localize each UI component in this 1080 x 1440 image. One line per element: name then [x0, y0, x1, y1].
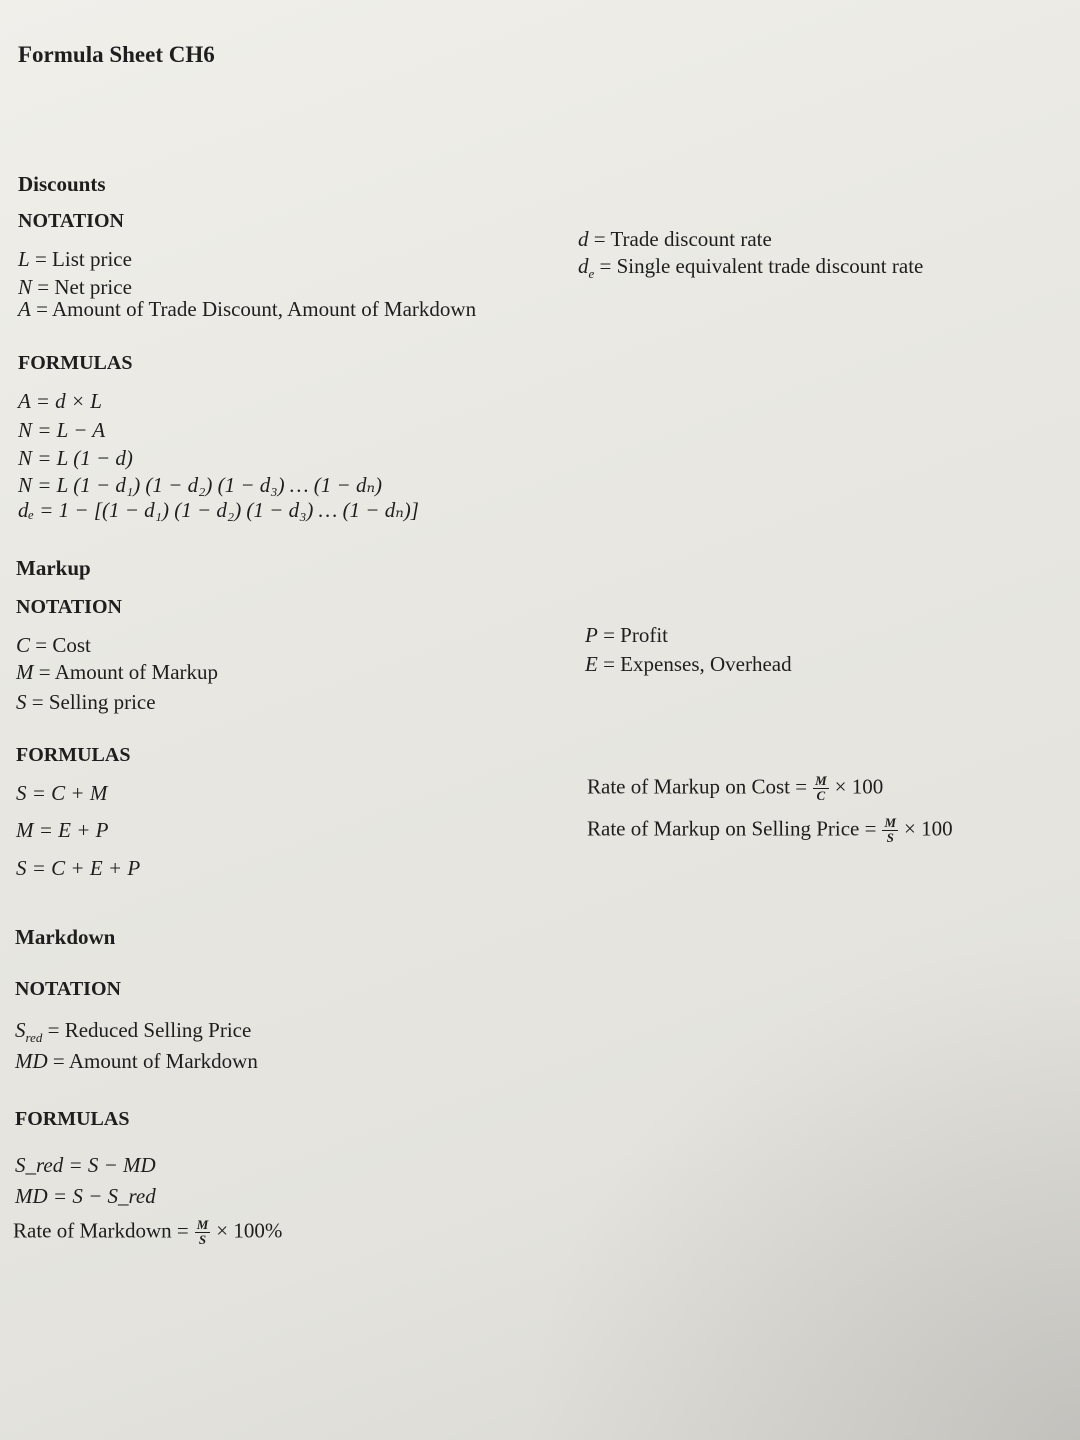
discounts-formulas-label: FORMULAS [18, 352, 133, 374]
formula-rate-markup-selling: Rate of Markup on Selling Price = $\frac{M}{S}$ × 100 [587, 815, 953, 845]
markdown-heading: Markdown [15, 925, 116, 949]
formula-net-1: N = L − A [18, 418, 106, 442]
notation-amount-markup: M = Amount of Markup [16, 660, 219, 684]
formula-reduced-selling-price: S_red = S − MD [15, 1153, 156, 1177]
notation-reduced-selling-price: $S_{red}$ = Reduced Selling Price [15, 1018, 252, 1046]
notation-selling-price: S = Selling price [16, 690, 156, 714]
notation-trade-discount-rate: d = Trade discount rate [578, 227, 772, 251]
discounts-heading: Discounts [18, 172, 106, 196]
discounts-notation-label: NOTATION [18, 210, 124, 232]
markup-heading: Markup [16, 556, 91, 580]
notation-expenses: E = Expenses, Overhead [585, 652, 792, 676]
fraction-m-over-c: $\frac{M}{C}$ [815, 773, 827, 803]
formula-rate-markdown: Rate of Markdown = $\frac{M}{S}$ × 100% [13, 1217, 283, 1247]
formula-net-2: N = L (1 − d) [18, 446, 133, 470]
markup-notation-label: NOTATION [16, 596, 122, 618]
formula-amount: A = d × L [18, 389, 102, 413]
formula-net-series: N = L (1 − d₁) (1 − d₂) (1 − d₃) … (1 − dₙ) [18, 473, 382, 497]
notation-list-price: L = List price [18, 247, 132, 271]
formula-markdown-amount: MD = S − S_red [15, 1184, 156, 1208]
notation-cost: C = Cost [16, 633, 91, 657]
formula-single-equivalent: dₑ = 1 − [(1 − d₁) (1 − d₂) (1 − d₃) … (1 − dₙ)] [18, 498, 419, 522]
formula-markup-amount: M = E + P [16, 818, 109, 842]
notation-single-equivalent-rate: $d_e$ = Single equivalent trade discount rate [578, 254, 924, 282]
markdown-notation-label: NOTATION [15, 978, 121, 1000]
formula-selling-price-full: S = C + E + P [16, 856, 141, 880]
notation-amount-discount: A = Amount of Trade Discount, Amount of Markdown [18, 297, 477, 321]
page-title: Formula Sheet CH6 [18, 42, 215, 67]
markup-formulas-label: FORMULAS [16, 744, 131, 766]
shadow-overlay [520, 920, 1080, 1440]
notation-amount-markdown: MD = Amount of Markdown [15, 1049, 258, 1073]
notation-net-price: N = Net price [18, 275, 132, 299]
formula-selling-price: S = C + M [16, 781, 108, 805]
fraction-m-over-s-markdown: $\frac{M}{S}$ [196, 1217, 209, 1247]
fraction-m-over-s: $\frac{M}{S}$ [884, 815, 897, 845]
markdown-formulas-label: FORMULAS [15, 1108, 130, 1130]
notation-profit: P = Profit [585, 623, 669, 647]
formula-rate-markup-cost: Rate of Markup on Cost = $\frac{M}{C}$ × 100 [587, 773, 884, 803]
